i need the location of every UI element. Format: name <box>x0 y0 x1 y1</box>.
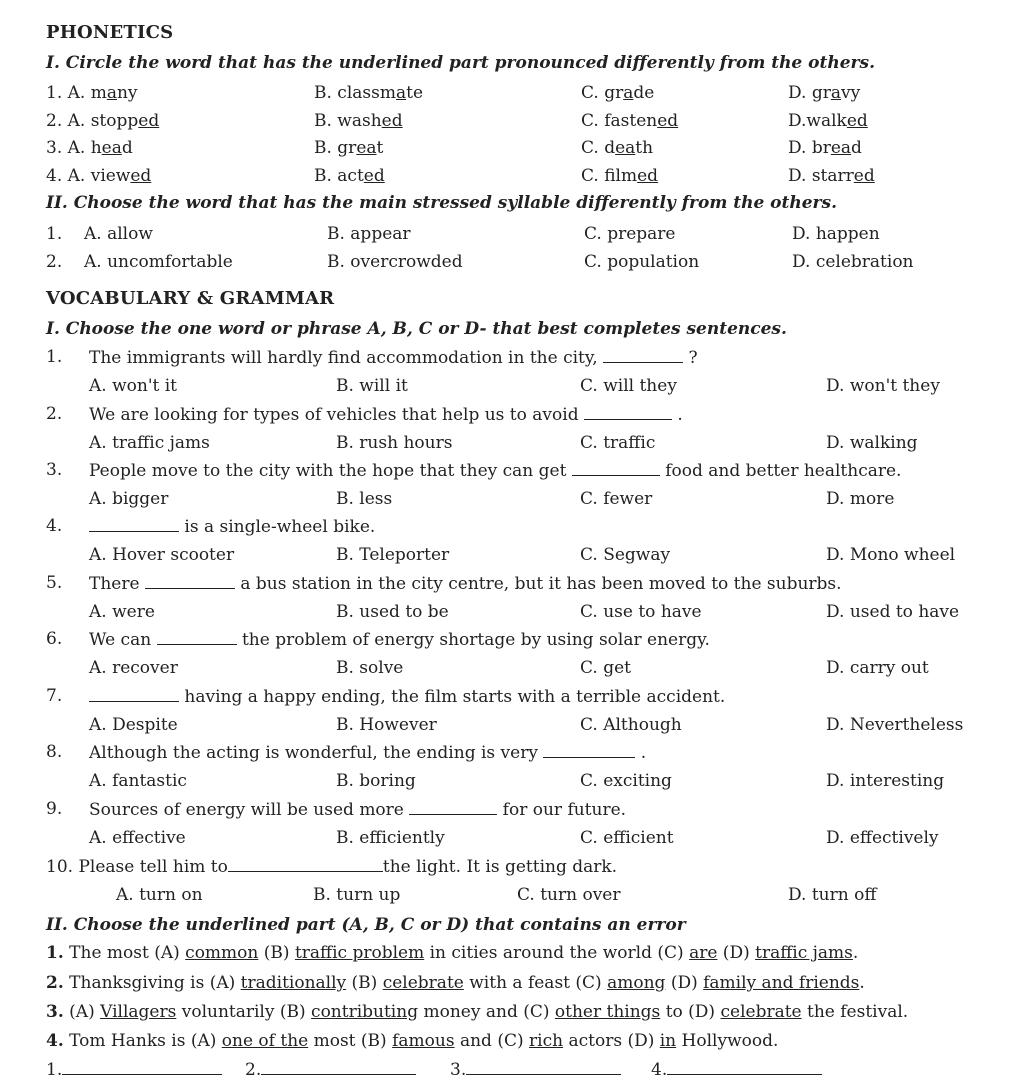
answer-blank <box>228 855 383 872</box>
answer-blank <box>89 515 179 532</box>
underlined-part: one of the <box>221 1031 309 1051</box>
answer-blank <box>261 1058 416 1075</box>
underlined-sound: a <box>106 83 117 103</box>
phonetics-option <box>46 82 138 104</box>
question-number: 8. <box>46 742 63 762</box>
option-text: d <box>851 138 862 158</box>
stress-option: D. celebration <box>792 252 914 272</box>
answer-option: A. were <box>89 602 155 622</box>
answer-number: 4. <box>651 1060 668 1080</box>
sentence-text: Thanksgiving is (A) <box>63 973 241 993</box>
answer-blank <box>572 459 660 476</box>
underlined-part: celebrate <box>720 1002 802 1022</box>
stem-text: There <box>89 574 145 594</box>
underlined-part: common <box>185 943 259 963</box>
answer-blank <box>409 798 497 815</box>
option-text: C. d <box>581 138 616 158</box>
phonetics-option <box>581 165 658 187</box>
answer-option: D. carry out <box>826 658 929 678</box>
vocab-part1-heading: I. Choose the one word or phrase A, B, C or D- that best completes sentences. <box>46 319 787 339</box>
section-title-vocab: VOCABULARY & GRAMMAR <box>46 288 335 309</box>
question-number: 4. <box>46 166 68 186</box>
underlined-part: are <box>689 943 718 963</box>
answer-option: B. used to be <box>336 602 449 622</box>
answer-blank <box>603 346 683 363</box>
answer-option: D. walking <box>826 433 918 453</box>
phonetics-option <box>46 110 159 132</box>
underlined-part: other things <box>554 1002 661 1022</box>
stress-option: A. allow <box>84 224 153 244</box>
answer-option: C. turn over <box>517 885 621 905</box>
option-text: A. m <box>67 83 107 103</box>
stem-text: having a happy ending, the film starts with a terrible accident. <box>179 687 726 707</box>
option-text: D.walk <box>788 111 847 131</box>
question-stem <box>89 628 710 651</box>
option-text: A. view <box>67 166 131 186</box>
answer-option: C. efficient <box>580 828 674 848</box>
sentence-text: (B) <box>258 943 295 963</box>
phonetics-option <box>581 110 678 132</box>
option-text: D. gr <box>788 83 831 103</box>
error-sentence <box>46 1030 778 1052</box>
sentence-text: voluntarily (B) <box>176 1002 312 1022</box>
stress-option: C. population <box>584 252 700 272</box>
phonetics-option <box>788 165 875 187</box>
option-text: D. br <box>788 138 831 158</box>
stem-text: the light. It is getting dark. <box>382 857 618 877</box>
error-sentence <box>46 1001 908 1023</box>
stem-text: Please tell him to <box>78 857 228 877</box>
question-number: 2. <box>46 111 68 131</box>
answer-option: A. effective <box>89 828 186 848</box>
answer-blank <box>466 1058 621 1075</box>
question-number: 5. <box>46 573 63 593</box>
stem-text: . <box>635 743 647 763</box>
question-number: 10. <box>46 857 79 877</box>
stress-option: D. happen <box>792 224 880 244</box>
phonetics-option <box>314 110 403 132</box>
phonetics-option <box>788 137 862 159</box>
phonetics-option <box>788 82 860 104</box>
sentence-text: actors (D) <box>563 1031 660 1051</box>
question-stem <box>89 403 683 426</box>
answer-option: D. interesting <box>826 771 945 791</box>
underlined-sound: ed <box>381 111 403 131</box>
option-text: d <box>121 138 133 158</box>
answer-option: A. recover <box>89 658 178 678</box>
phonetics-option <box>314 137 383 159</box>
answer-option: C. Segway <box>580 545 671 565</box>
question-stem <box>89 572 842 595</box>
answer-slot <box>245 1058 416 1081</box>
answer-option: C. exciting <box>580 771 672 791</box>
answer-option: D. used to have <box>826 602 960 622</box>
sentence-text: (D) <box>665 973 704 993</box>
question-number: 2. <box>46 252 63 272</box>
answer-option: C. use to have <box>580 602 702 622</box>
phonetics-part1-heading: I. Circle the word that has the underlined part pronounced differently from the others. <box>46 53 875 73</box>
underlined-part: traffic problem <box>294 943 425 963</box>
stem-text: We can <box>89 630 157 650</box>
answer-blank <box>543 741 635 758</box>
question-stem <box>89 515 375 538</box>
answer-option: B. turn up <box>313 885 401 905</box>
sentence-text: Tom Hanks is (A) <box>63 1031 222 1051</box>
phonetics-option <box>788 110 868 132</box>
question-number: 3. <box>46 1002 64 1022</box>
sentence-text: to (D) <box>660 1002 721 1022</box>
underlined-sound: ed <box>853 166 875 186</box>
underlined-part: Villagers <box>100 1002 177 1022</box>
stem-text: . <box>671 405 683 425</box>
answer-option: B. will it <box>336 376 408 396</box>
question-number: 4. <box>46 516 63 536</box>
underlined-sound: ed <box>846 111 868 131</box>
underlined-sound: a <box>623 83 634 103</box>
question-stem <box>89 346 698 369</box>
underlined-part: family and friends <box>703 973 860 993</box>
option-text: C. gr <box>581 83 624 103</box>
option-text: B. act <box>314 166 364 186</box>
underlined-part: traffic jams <box>755 943 853 963</box>
phonetics-option <box>46 165 151 187</box>
answer-option: C. get <box>580 658 631 678</box>
underlined-sound: a <box>395 83 407 103</box>
answer-slot <box>46 1058 222 1081</box>
question-number: 2. <box>46 973 64 993</box>
question-stem <box>46 855 617 878</box>
sentence-text: The most (A) <box>63 943 186 963</box>
answer-number: 2. <box>245 1060 262 1080</box>
option-text: D. starr <box>788 166 854 186</box>
answer-option: B. Teleporter <box>336 545 450 565</box>
underlined-part: contributing <box>311 1002 419 1022</box>
answer-blank <box>145 572 235 589</box>
stem-text: is a single-wheel bike. <box>179 517 376 537</box>
stress-option: A. uncomfortable <box>84 252 233 272</box>
phonetics-option <box>581 82 654 104</box>
question-number: 6. <box>46 629 63 649</box>
stem-text: for our future. <box>497 800 627 820</box>
question-stem <box>89 741 646 764</box>
question-stem <box>89 798 626 821</box>
answer-option: A. traffic jams <box>89 433 210 453</box>
answer-blank <box>89 685 179 702</box>
question-stem <box>89 685 725 708</box>
question-number: 3. <box>46 138 68 158</box>
sentence-text: the festival. <box>801 1002 909 1022</box>
answer-blank <box>667 1058 822 1075</box>
answer-option: B. efficiently <box>336 828 445 848</box>
section-title-phonetics: PHONETICS <box>46 22 174 43</box>
underlined-sound: ea <box>356 138 377 158</box>
answer-option: A. Despite <box>89 715 178 735</box>
underlined-part: celebrate <box>382 973 464 993</box>
error-sentence <box>46 972 865 994</box>
underlined-sound: ed <box>363 166 385 186</box>
option-text: te <box>406 83 424 103</box>
underlined-sound: ed <box>138 111 160 131</box>
answer-option: D. won't they <box>826 376 940 396</box>
answer-slot <box>651 1058 822 1081</box>
option-text: th <box>635 138 654 158</box>
vocab-part2-heading: II. Choose the underlined part (A, B, C or D) that contains an error <box>46 915 686 935</box>
underlined-sound: ea <box>830 138 852 158</box>
stem-text: food and better healthcare. <box>659 461 902 481</box>
answer-option: B. rush hours <box>336 433 453 453</box>
option-text: ny <box>116 83 138 103</box>
underlined-part: in <box>659 1031 677 1051</box>
answer-option: A. turn on <box>116 885 203 905</box>
question-number: 1. <box>46 224 63 244</box>
option-text: C. film <box>581 166 638 186</box>
option-text: B. classm <box>314 83 396 103</box>
sentence-text: with a feast (C) <box>463 973 608 993</box>
underlined-part: rich <box>529 1031 564 1051</box>
stem-text: The immigrants will hardly find accommodation in the city, <box>89 348 604 368</box>
stress-option: C. prepare <box>584 224 676 244</box>
question-number: 7. <box>46 686 63 706</box>
question-number: 3. <box>46 460 63 480</box>
answer-option: C. fewer <box>580 489 653 509</box>
phonetics-part2-heading: II. Choose the word that has the main stressed syllable differently from the others. <box>46 193 837 213</box>
answer-option: D. Nevertheless <box>826 715 964 735</box>
stem-text: Sources of energy will be used more <box>89 800 410 820</box>
sentence-text: (D) <box>717 943 756 963</box>
answer-option: A. fantastic <box>89 771 187 791</box>
option-text: vy <box>840 83 861 103</box>
underlined-sound: ea <box>615 138 636 158</box>
phonetics-option <box>314 82 423 104</box>
underlined-sound: ed <box>657 111 679 131</box>
stress-option: B. overcrowded <box>327 252 463 272</box>
underlined-sound: ed <box>637 166 659 186</box>
sentence-text: most (B) <box>308 1031 393 1051</box>
option-text: B. gr <box>314 138 357 158</box>
answer-option: C. traffic <box>580 433 656 453</box>
option-text: A. h <box>67 138 102 158</box>
underlined-part: traditionally <box>240 973 347 993</box>
sentence-text: Hollywood. <box>676 1031 779 1051</box>
answer-option: D. effectively <box>826 828 939 848</box>
stem-text: People move to the city with the hope that they can get <box>89 461 572 481</box>
error-sentence <box>46 942 858 964</box>
answer-option: D. turn off <box>788 885 877 905</box>
answer-blank <box>62 1058 222 1075</box>
question-number: 9. <box>46 799 63 819</box>
answer-blank <box>157 628 237 645</box>
answer-option: B. less <box>336 489 393 509</box>
stem-text: a bus station in the city centre, but it has been moved to the suburbs. <box>234 574 842 594</box>
question-number: 4. <box>46 1031 64 1051</box>
answer-option: D. Mono wheel <box>826 545 956 565</box>
answer-option: A. Hover scooter <box>89 545 235 565</box>
sentence-text: money and (C) <box>418 1002 555 1022</box>
stem-text: the problem of energy shortage by using solar energy. <box>236 630 710 650</box>
phonetics-option <box>314 165 385 187</box>
answer-number: 3. <box>450 1060 467 1080</box>
underlined-sound: ed <box>130 166 152 186</box>
sentence-text: and (C) <box>454 1031 530 1051</box>
underlined-sound: a <box>830 83 841 103</box>
answer-option: B. However <box>336 715 437 735</box>
answer-option: C. will they <box>580 376 677 396</box>
sentence-text: (A) <box>63 1002 101 1022</box>
sentence-text: . <box>859 973 865 993</box>
answer-blank <box>584 403 672 420</box>
stress-option: B. appear <box>327 224 411 244</box>
option-text: C. fasten <box>581 111 658 131</box>
sentence-text: (B) <box>346 973 383 993</box>
underlined-part: among <box>607 973 666 993</box>
underlined-part: famous <box>392 1031 455 1051</box>
answer-option: B. boring <box>336 771 416 791</box>
option-text: B. wash <box>314 111 382 131</box>
sentence-text: in cities around the world (C) <box>424 943 690 963</box>
answer-option: C. Although <box>580 715 682 735</box>
phonetics-option <box>46 137 133 159</box>
question-number: 2. <box>46 404 63 424</box>
underlined-sound: ea <box>101 138 122 158</box>
answer-slot <box>450 1058 621 1081</box>
answer-option: D. more <box>826 489 895 509</box>
option-text: t <box>376 138 384 158</box>
question-number: 1. <box>46 83 68 103</box>
question-stem <box>89 459 901 482</box>
stem-text: ? <box>683 348 698 368</box>
question-number: 1. <box>46 943 64 963</box>
answer-option: A. won't it <box>89 376 177 396</box>
phonetics-option <box>581 137 653 159</box>
answer-option: B. solve <box>336 658 404 678</box>
answer-option: A. bigger <box>89 489 169 509</box>
sentence-text: . <box>852 943 859 963</box>
option-text: de <box>633 83 655 103</box>
stem-text: Although the acting is wonderful, the ending is very <box>89 743 544 763</box>
stem-text: We are looking for types of vehicles that help us to avoid <box>89 405 584 425</box>
question-number: 1. <box>46 347 63 367</box>
option-text: A. stopp <box>67 111 139 131</box>
answer-number: 1. <box>46 1060 63 1080</box>
